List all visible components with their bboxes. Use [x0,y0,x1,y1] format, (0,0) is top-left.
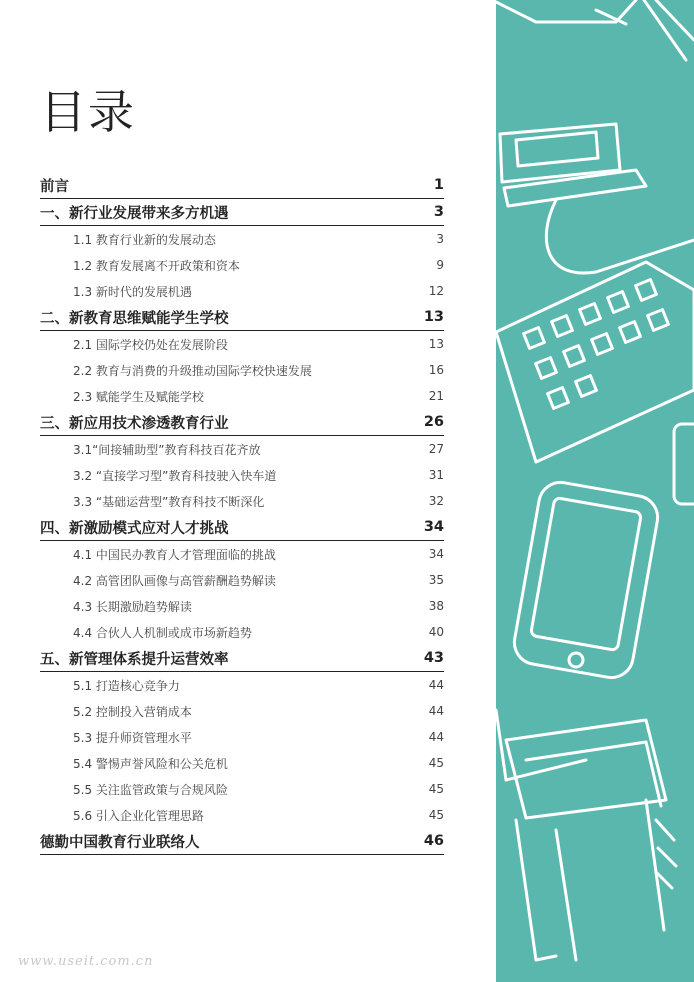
toc-entry-label: 4.1 中国民办教育人才管理面临的挑战 [73,547,276,562]
toc-subsection-entry[interactable] [40,672,444,698]
toc-section-entry[interactable] [40,828,444,855]
toc-subsection-entry[interactable] [40,226,444,252]
toc-entry-label: 4.4 合伙人人机制或成市场新趋势 [73,625,252,640]
toc-subsection-entry[interactable] [40,567,444,593]
decorative-sidebar [496,0,694,982]
toc-subsection-entry[interactable] [40,698,444,724]
toc-section-entry[interactable] [40,645,444,672]
toc-entry-page-number: 45 [428,782,444,796]
toc-entry-label: 2.3 赋能学生及赋能学校 [73,389,204,404]
toc-subsection-entry[interactable] [40,383,444,409]
toc-entry-page-number: 32 [428,494,444,508]
toc-entry-label: 3.1“间接辅助型”教育科技百花齐放 [73,442,261,457]
toc-entry-label: 5.3 提升师资管理水平 [73,730,192,745]
toc-entry-label: 2.2 教育与消费的升级推动国际学校快速发展 [73,363,312,378]
toc-entry-page-number: 34 [423,519,444,535]
toc-entry-page-number: 21 [428,389,444,403]
toc-entry-page-number: 3 [433,204,444,220]
toc-subsection-entry[interactable] [40,802,444,828]
toc-entry-label: 一、新行业发展带来多方机遇 [40,205,229,222]
toc-subsection-entry[interactable] [40,462,444,488]
toc-entry-page-number: 13 [423,309,444,325]
toc-entry-page-number: 27 [428,442,444,456]
toc-entry-page-number: 44 [428,678,444,692]
toc-entry-page-number: 35 [428,573,444,587]
toc-entry-label: 3.3 “基础运营型”教育科技不断深化 [73,494,265,509]
toc-entry-page-number: 45 [428,756,444,770]
toc-entry-page-number: 1 [433,177,444,193]
toc-entry-label: 5.2 控制投入营销成本 [73,704,192,719]
toc-entry-label: 1.3 新时代的发展机遇 [73,284,192,299]
toc-entry-page-number: 13 [428,337,444,351]
toc-entry-page-number: 12 [428,284,444,298]
toc-subsection-entry[interactable] [40,331,444,357]
toc-subsection-entry[interactable] [40,750,444,776]
toc-entry-label: 前言 [40,178,69,195]
toc-entry-label: 四、新激励模式应对人才挑战 [40,520,229,537]
toc-subsection-entry[interactable] [40,488,444,514]
toc-subsection-entry[interactable] [40,619,444,645]
toc-entry-label: 5.1 打造核心竞争力 [73,678,180,693]
devices-line-art-illustration [496,0,694,982]
toc-entry-page-number: 26 [423,414,444,430]
toc-section-entry[interactable] [40,514,444,541]
toc-entry-label: 5.6 引入企业化管理思路 [73,808,204,823]
toc-entry-label: 4.2 高管团队画像与高管薪酬趋势解读 [73,573,276,588]
toc-section-entry[interactable] [40,304,444,331]
toc-entry-label: 1.2 教育发展离不开政策和资本 [73,258,240,273]
toc-entry-label: 二、新教育思维赋能学生学校 [40,310,229,327]
page-title: 目录 [40,85,136,139]
toc-entry-label: 5.4 警惕声誉风险和公关危机 [73,756,228,771]
toc-section-entry[interactable] [40,172,444,199]
toc-entry-label: 五、新管理体系提升运营效率 [40,651,229,668]
toc-entry-page-number: 44 [428,730,444,744]
toc-entry-page-number: 34 [428,547,444,561]
toc-entry-page-number: 40 [428,625,444,639]
toc-subsection-entry[interactable] [40,724,444,750]
toc-entry-page-number: 45 [428,808,444,822]
toc-entry-page-number: 46 [423,833,444,849]
toc-entry-label: 5.5 关注监管政策与合规风险 [73,782,228,797]
toc-entry-page-number: 38 [428,599,444,613]
toc-entry-label: 4.3 长期激励趋势解读 [73,599,192,614]
toc-entry-label: 2.1 国际学校仍处在发展阶段 [73,337,228,352]
watermark: www.useit.com.cn [18,954,154,969]
toc-section-entry[interactable] [40,409,444,436]
toc-subsection-entry[interactable] [40,278,444,304]
toc-section-entry[interactable] [40,199,444,226]
toc-subsection-entry[interactable] [40,357,444,383]
toc-entry-label: 1.1 教育行业新的发展动态 [73,232,216,247]
toc-entry-page-number: 43 [423,650,444,666]
toc-subsection-entry[interactable] [40,776,444,802]
toc-subsection-entry[interactable] [40,593,444,619]
table-of-contents [40,172,444,855]
toc-entry-page-number: 44 [428,704,444,718]
toc-entry-page-number: 3 [436,232,444,246]
toc-entry-page-number: 16 [428,363,444,377]
toc-entry-label: 德勤中国教育行业联络人 [40,834,200,851]
toc-entry-label: 三、新应用技术渗透教育行业 [40,415,229,432]
toc-subsection-entry[interactable] [40,436,444,462]
toc-entry-page-number: 31 [428,468,444,482]
toc-subsection-entry[interactable] [40,252,444,278]
toc-entry-page-number: 9 [436,258,444,272]
toc-entry-label: 3.2 “直接学习型”教育科技驶入快车道 [73,468,277,483]
toc-subsection-entry[interactable] [40,541,444,567]
